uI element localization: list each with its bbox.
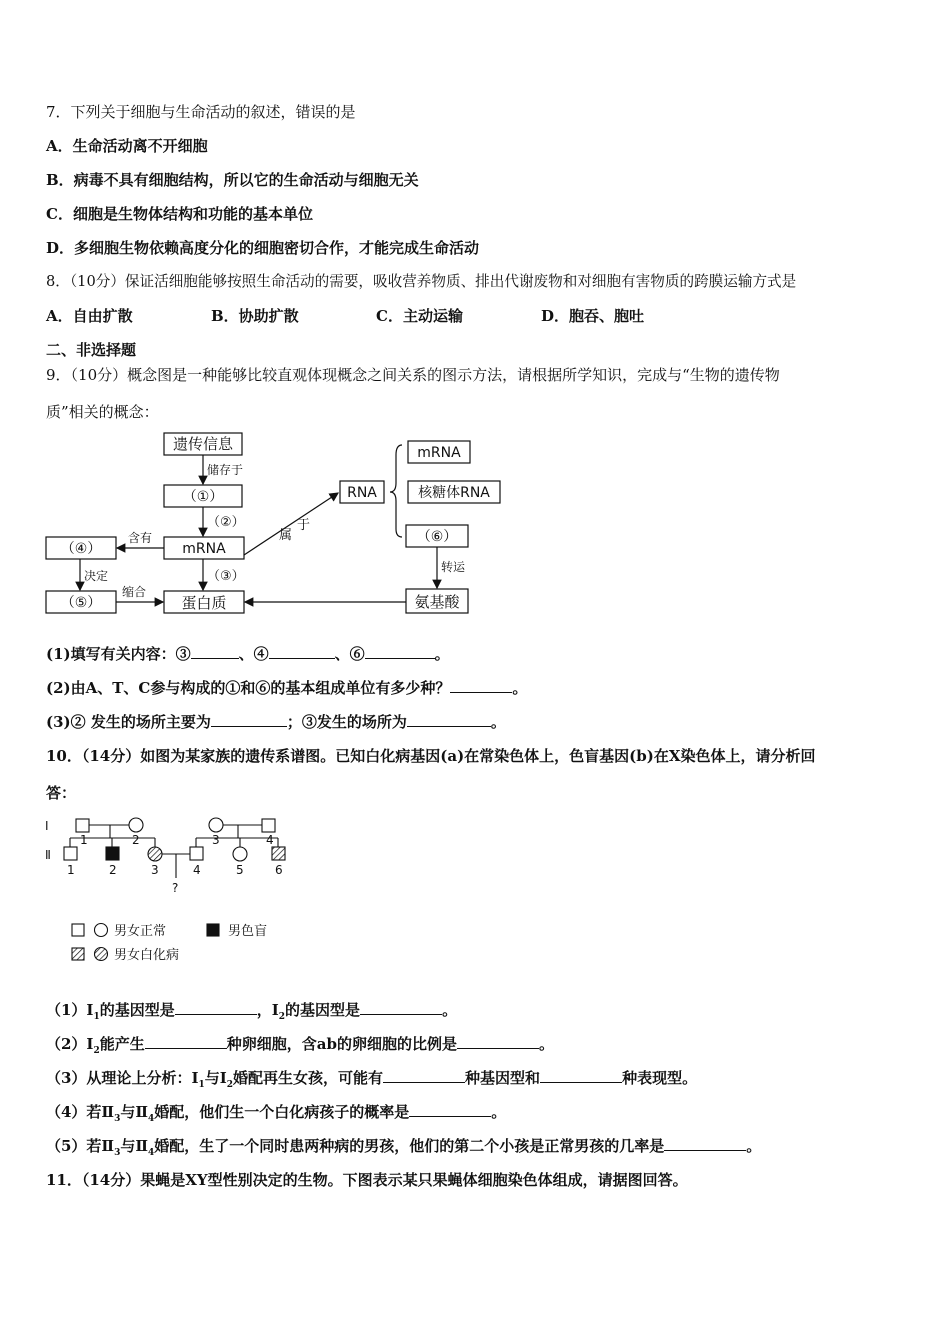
q10-sub3: [46, 1068, 697, 1095]
q10-s2-text-a: （2）Ⅰ: [46, 1035, 94, 1053]
q9-sub1-sep1: 、④: [238, 645, 269, 663]
answer-blank[interactable]: [540, 1068, 622, 1083]
individual-I4-number: 4: [266, 833, 274, 847]
answer-blank[interactable]: [457, 1034, 539, 1049]
q8-option-c: C．主动运输: [376, 307, 463, 325]
answer-blank[interactable]: [383, 1068, 465, 1083]
q9-sub2-end: 。: [512, 679, 528, 697]
label-stored-in: 储存于: [207, 463, 244, 477]
q8-option-d: D．胞吞、胞吐: [541, 307, 645, 325]
q10-sub4: [46, 1102, 506, 1129]
label-decides: 决定: [84, 569, 109, 583]
answer-blank[interactable]: [664, 1136, 746, 1151]
individual-I2-number: 2: [132, 833, 140, 847]
q10-s3-sub-b: 2: [226, 1080, 234, 1090]
answer-blank[interactable]: [360, 1000, 442, 1015]
concept-rrna: 核糖体RNA: [418, 485, 490, 501]
q9-sub2-text: (2)由A、T、C参与构成的①和⑥的基本组成单位有多少种？: [46, 679, 451, 697]
q7-option-b: B．病毒不具有细胞结构，所以它的生命活动与细胞无关: [46, 171, 419, 189]
q8-option-b: B．协助扩散: [211, 307, 299, 325]
q10-s4-text-d: 。: [491, 1103, 507, 1121]
label-contains: 含有: [128, 531, 153, 545]
individual-II5-number: 5: [236, 863, 244, 877]
q10-s3-text-c: 婚配再生女孩，可能有: [233, 1069, 384, 1087]
pedigree-chart: [0, 810, 320, 970]
q10-s1-sub-c: 2: [278, 1012, 286, 1022]
concept-blank-6: （⑥）: [416, 529, 458, 545]
answer-blank[interactable]: [145, 1034, 227, 1049]
generation-II-label: Ⅱ: [45, 848, 51, 862]
q10-stem-line2: 答：: [46, 784, 77, 802]
q10-sub2: [46, 1034, 554, 1061]
answer-blank[interactable]: [211, 712, 287, 727]
q8-option-a: A．自由扩散: [46, 307, 133, 325]
q10-s4-text-b: 与Ⅱ: [120, 1103, 149, 1121]
concept-genetic-info: 遗传信息: [172, 435, 234, 453]
q10-s3-text-b: 与Ⅰ: [204, 1069, 227, 1087]
individual-I1-number: 1: [80, 833, 88, 847]
q9-sub1-end: 。: [434, 645, 450, 663]
legend-albino: 男女白化病: [114, 948, 180, 963]
individual-II4-number: 4: [193, 863, 201, 877]
q9-sub1-text: (1)填写有关内容：③: [46, 645, 191, 663]
label-blank-3: （③）: [207, 569, 245, 584]
q10-s5-text-d: 。: [746, 1137, 762, 1155]
q9-sub1: [46, 644, 450, 664]
label-belongs-b: 于: [297, 518, 311, 533]
concept-blank-4: （④）: [60, 541, 102, 557]
q10-stem-line1: 10．（14分）如图为某家族的遗传系谱图。已知白化病基因(a)在常染色体上，色盲基因(b)在X染色体上，请分析回: [46, 747, 816, 765]
q10-s3-text-e: 种表现型。: [622, 1069, 698, 1087]
q9-stem-line1: 9．（10分）概念图是一种能够比较直观体现概念之间关系的图示方法，请根据所学知识，完成与“生物的遗传物: [46, 366, 780, 384]
individual-II1-number: 1: [67, 863, 75, 877]
individual-II6-number: 6: [275, 863, 283, 877]
concept-mrna-type: mRNA: [417, 445, 461, 461]
q10-s4-sub-a: 3: [114, 1114, 121, 1124]
q10-s5-sub-a: 3: [114, 1148, 121, 1158]
q9-stem-line2: 质”相关的概念：: [46, 403, 159, 421]
q10-s4-sub-b: 4: [148, 1114, 155, 1124]
q10-s5-text-a: （5）若Ⅱ: [46, 1137, 115, 1155]
individual-II3-number: 3: [151, 863, 159, 877]
q10-s3-text-d: 种基因型和: [465, 1069, 541, 1087]
q7-stem: 7．下列关于细胞与生命活动的叙述，错误的是: [46, 103, 356, 121]
unknown-child-mark: ?: [172, 881, 179, 895]
q7-option-a: A．生命活动离不开细胞: [46, 137, 208, 155]
individual-I3-number: 3: [212, 833, 220, 847]
q10-s1-text-b: 的基因型是: [99, 1001, 175, 1019]
individual-II2-number: 2: [109, 863, 117, 877]
q9-sub3-text-b: ；③发生的场所为: [286, 713, 407, 731]
answer-blank[interactable]: [175, 1000, 257, 1015]
q10-s2-text-b: 能产生: [99, 1035, 145, 1053]
q10-s5-text-b: 与Ⅱ: [120, 1137, 149, 1155]
concept-rna: RNA: [347, 485, 377, 501]
q7-option-d: D．多细胞生物依赖高度分化的细胞密切合作，才能完成生命活动: [46, 239, 480, 257]
answer-blank[interactable]: [269, 644, 335, 659]
q10-s1-text-d: 的基因型是: [285, 1001, 361, 1019]
concept-protein: 蛋白质: [181, 594, 227, 612]
q10-s2-text-d: 。: [538, 1035, 554, 1053]
q9-sub1-sep2: 、⑥: [334, 645, 365, 663]
answer-blank[interactable]: [191, 644, 239, 659]
answer-blank[interactable]: [407, 712, 491, 727]
q10-s1-text-e: 。: [442, 1001, 458, 1019]
section-heading: 二、非选择题: [46, 341, 137, 359]
concept-map-diagram: [0, 425, 520, 625]
q10-sub5: [46, 1136, 761, 1163]
q10-s2-sub-a: 2: [93, 1046, 100, 1056]
q10-s3-sub-a: 1: [198, 1080, 205, 1090]
answer-blank[interactable]: [409, 1102, 491, 1117]
concept-blank-5: （⑤）: [60, 595, 102, 611]
q10-s3-text-a: （3）从理论上分析：Ⅰ: [46, 1069, 199, 1087]
label-belongs-a: 属: [279, 528, 293, 543]
label-condense: 缩合: [122, 585, 147, 599]
legend-normal: 男女正常: [114, 924, 167, 939]
q8-options: [46, 306, 644, 326]
q10-s1-text-c: ，Ⅰ: [256, 1001, 279, 1019]
concept-mrna: mRNA: [182, 541, 226, 557]
legend-colorblind: 男色盲: [228, 924, 268, 939]
generation-I-label: Ⅰ: [45, 819, 49, 833]
answer-blank[interactable]: [450, 678, 512, 693]
q10-s5-text-c: 婚配，生了一个同时患两种病的男孩，他们的第二个小孩是正常男孩的几率是: [154, 1137, 665, 1155]
q10-s2-text-c: 种卵细胞，含ab的卵细胞的比例是: [226, 1035, 457, 1053]
q9-sub3-end: 。: [490, 713, 506, 731]
q9-sub3-text-a: (3)② 发生的场所主要为: [46, 713, 211, 731]
q10-s5-sub-b: 4: [148, 1148, 155, 1158]
q7-option-c: C．细胞是生物体结构和功能的基本单位: [46, 205, 313, 223]
concept-blank-1: （①）: [182, 489, 224, 505]
label-transport: 转运: [441, 560, 466, 574]
q10-s4-text-c: 婚配，他们生一个白化病孩子的概率是: [154, 1103, 410, 1121]
q9-sub2: [46, 678, 527, 698]
concept-amino-acid: 氨基酸: [414, 593, 460, 611]
q10-s4-text-a: （4）若Ⅱ: [46, 1103, 115, 1121]
q9-sub3: [46, 712, 506, 732]
answer-blank[interactable]: [365, 644, 435, 659]
q10-s1-sub-a: 1: [93, 1012, 100, 1022]
label-blank-2: （②）: [207, 515, 245, 530]
q8-stem: 8．（10分）保证活细胞能够按照生命活动的需要，吸收营养物质、排出代谢废物和对细胞有害物质的跨膜运输方式是: [46, 273, 797, 290]
q10-s1-text-a: （1）Ⅰ: [46, 1001, 94, 1019]
q10-sub1: [46, 1000, 457, 1027]
q11-stem: 11．（14分）果蝇是XY型性别决定的生物。下图表示某只果蝇体细胞染色体组成，请据图回答。: [46, 1171, 688, 1189]
